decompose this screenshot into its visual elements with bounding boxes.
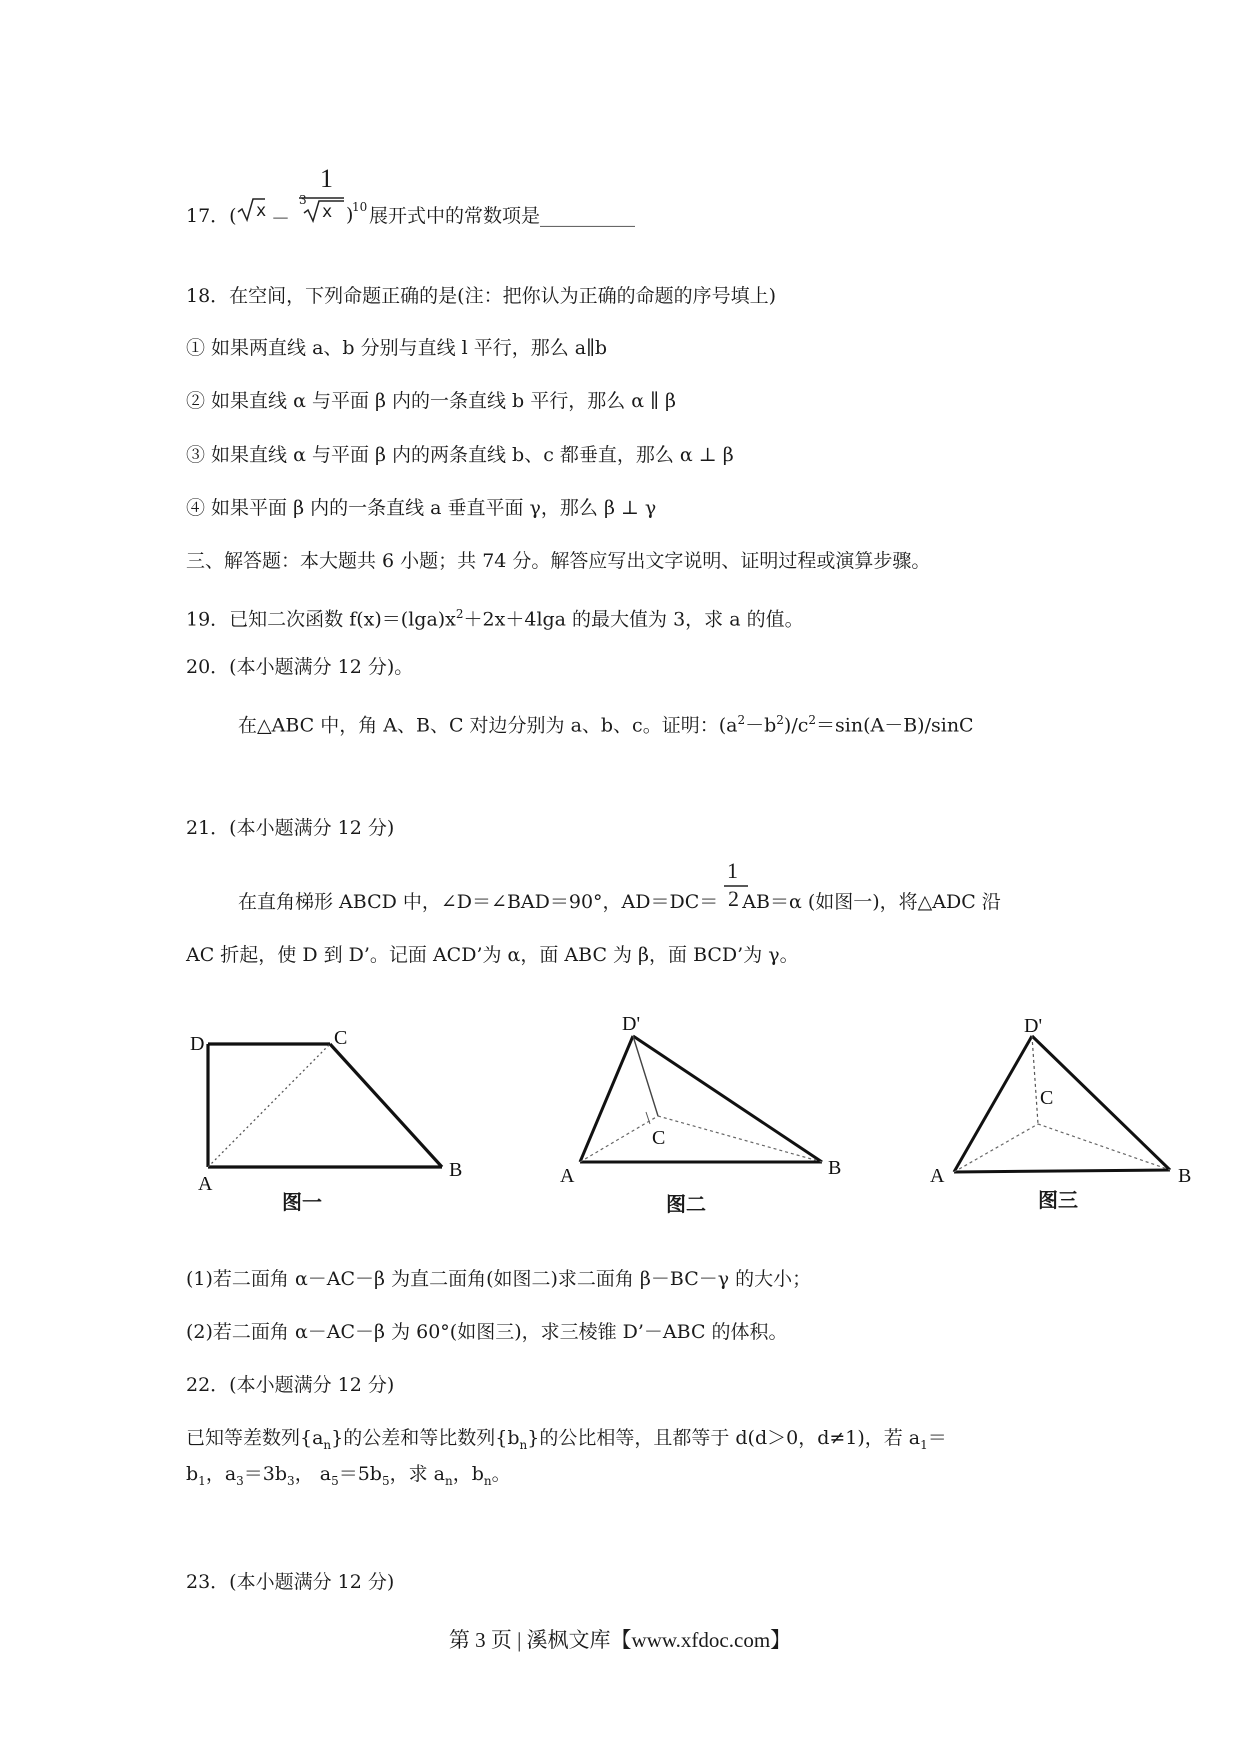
q23-stem: 23．(本小题满分 12 分) xyxy=(186,1571,395,1593)
q17-minus: － xyxy=(271,208,291,230)
q18-item-1: ① 如果两直线 a、b 分别与直线 l 平行，那么 a∥b xyxy=(186,337,608,359)
q17-prefix: 17．( xyxy=(186,205,237,227)
fig1-label-a: A xyxy=(198,1173,213,1195)
fig1-label-c: C xyxy=(334,1027,348,1049)
fig3-label-d: D' xyxy=(1024,1015,1043,1037)
q17-sqrt-x: x xyxy=(256,201,267,221)
q18-stem: 18．在空间，下列命题正确的是(注：把你认为正确的命题的序号填上) xyxy=(186,285,777,307)
section-3-heading: 三、解答题：本大题共 6 小题；共 74 分。解答应写出文字说明、证明过程或演算步骤。 xyxy=(186,550,931,572)
q21-part-1: (1)若二面角 α－AC－β 为直二面角(如图二)求二面角 β－BC－γ 的大小； xyxy=(186,1268,812,1290)
fig2-caption: 图二 xyxy=(666,1192,706,1216)
q17-root-index: 3 xyxy=(299,193,307,207)
figure-1-trapezoid xyxy=(180,1027,470,1195)
q17-fraction-numerator: 1 xyxy=(320,164,333,193)
q21-stem: 21．(本小题满分 12 分) xyxy=(186,817,395,839)
q18-item-4: ④ 如果平面 β 内的一条直线 a 垂直平面 γ，那么 β ⊥ γ xyxy=(186,497,657,519)
fig1-label-d: D xyxy=(190,1033,205,1055)
q17-exponent: 10 xyxy=(352,200,368,214)
q21-fraction-numerator: 1 xyxy=(727,858,738,883)
fig2-label-d: D' xyxy=(622,1013,641,1035)
fig3-caption: 图三 xyxy=(1038,1188,1078,1212)
q17-suffix: 展开式中的常数项是__________ xyxy=(369,205,636,227)
fig2-label-b: B xyxy=(828,1157,842,1179)
q21-line-2: AC 折起，使 D 到 D’。记面 ACD’为 α，面 ABC 为 β，面 BCD’为 γ。 xyxy=(186,944,799,966)
q20-stem: 20．(本小题满分 12 分)。 xyxy=(186,656,414,678)
q17-cbrt-x: x xyxy=(322,202,333,222)
fig1-label-b: B xyxy=(449,1159,463,1181)
q22-stem: 22．(本小题满分 12 分) xyxy=(186,1374,395,1396)
q21-part-2: (2)若二面角 α－AC－β 为 60°(如图三)，求三棱锥 D’－ABC 的体积。 xyxy=(186,1321,788,1343)
q21-fraction-denominator: 2 xyxy=(728,886,739,911)
fig2-label-c: C xyxy=(652,1127,666,1149)
fig3-label-b: B xyxy=(1178,1165,1192,1187)
q18-item-3: ③ 如果直线 α 与平面 β 内的两条直线 b、c 都垂直，那么 α ⊥ β xyxy=(186,444,734,466)
figure-3-pyramid xyxy=(930,1012,1230,1187)
q22-line-2: $b_1$，$a_3=3b_3$， $a_5=5b_5$，求 $a_n$，$b_n$。 xyxy=(186,1463,511,1488)
fig2-label-a: A xyxy=(560,1165,575,1187)
question-19: 19．已知二次函数 $f(x)=(\lg a)x^2+2x+4\lg a$ 的最大值为 3，求 a 的值。 xyxy=(186,607,804,631)
q18-item-2: ② 如果直线 α 与平面 β 内的一条直线 b 平行，那么 α ∥ β xyxy=(186,390,676,412)
q20-body: 在△ABC 中，角 A、B、C 对边分别为 a、b、c。证明：$(a^2-b^2)/c^2=\sin(A-B)$/sinC xyxy=(238,713,974,737)
figure-2-pyramid xyxy=(560,1012,850,1187)
page-footer: 第 3 页 | 溪枫文库【www.xfdoc.com】 xyxy=(448,1628,792,1652)
fig3-label-a: A xyxy=(930,1165,945,1187)
q21-line-1: 在直角梯形 ABCD 中，∠D＝∠BAD＝90°，AD＝DC＝ AB＝α (如图一)，将△ADC 沿 xyxy=(238,891,1001,913)
fig3-label-c: C xyxy=(1040,1087,1054,1109)
fig1-caption: 图一 xyxy=(282,1190,322,1214)
q22-line-1: 已知等差数列$\{a_n\}$的公差和等比数列$\{b_n\}$的公比相等，且都等于 d(d＞0，d≠1)，若 $a_1=$ xyxy=(186,1427,947,1452)
